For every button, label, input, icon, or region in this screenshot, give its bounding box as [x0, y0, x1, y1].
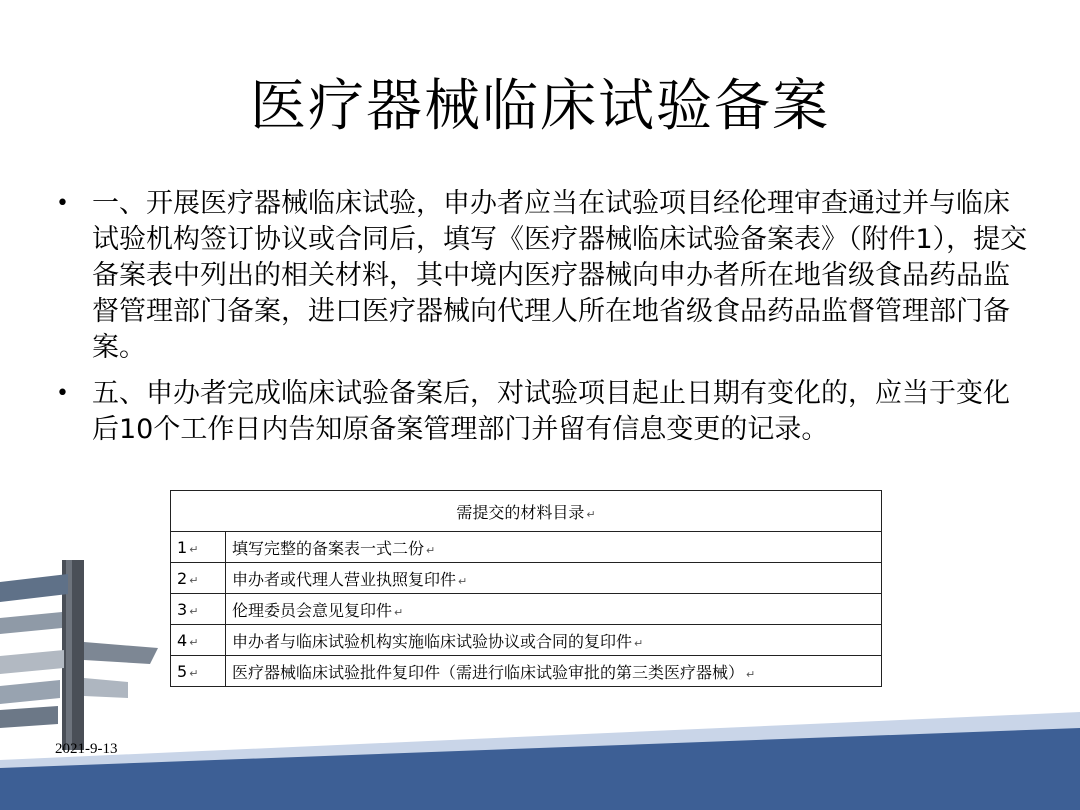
- row-number: 4 ↵: [171, 625, 226, 656]
- row-item: 伦理委员会意见复印件 ↵: [226, 594, 882, 625]
- row-number: 1 ↵: [171, 532, 226, 563]
- table-row: [171, 594, 882, 625]
- table-row: [171, 563, 882, 594]
- table-header: [171, 491, 882, 532]
- return-mark: ↵: [586, 507, 596, 521]
- row-number: 5 ↵: [171, 656, 226, 687]
- bullet-item: [48, 376, 1028, 448]
- bullet-text: 一、开展医疗器械临床试验，申办者应当在试验项目经伦理审查通过并与临床试验机构签订协议或合同后，填写《医疗器械临床试验备案表》（附件1），提交备案表中列出的相关材料，其中境内医疗器械向申办者所在地省级食品药品监督管理部门备案，进口医疗器械向代理人所在地省级食品药品监督管理部门备案。: [92, 188, 1028, 363]
- row-number: 3 ↵: [171, 594, 226, 625]
- row-item: 医疗器械临床试验批件复印件（需进行临床试验审批的第三类医疗器械） ↵: [226, 656, 882, 687]
- table-row: [171, 656, 882, 687]
- bullet-text: 五、申办者完成临床试验备案后，对试验项目起止日期有变化的，应当于变化后10个工作日内告知原备案管理部门并留有信息变更的记录。: [92, 378, 1010, 445]
- table-header-row: [171, 491, 882, 532]
- materials-table: [170, 490, 882, 687]
- row-number: 2 ↵: [171, 563, 226, 594]
- slide-title: 医疗器械临床试验备案: [250, 74, 830, 139]
- bullet-marker: •: [56, 191, 69, 216]
- table-row: [171, 532, 882, 563]
- bullet-marker: •: [56, 381, 69, 406]
- table-row: [171, 625, 882, 656]
- bullet-list: [48, 186, 1028, 458]
- materials-table-container: [170, 490, 882, 687]
- row-item: 填写完整的备案表一式二份 ↵: [226, 532, 882, 563]
- table-header-label: 需提交的材料目录: [456, 502, 585, 522]
- bullet-item: [48, 186, 1028, 366]
- signpost-image: [0, 560, 170, 750]
- row-item: 申办者与临床试验机构实施临床试验协议或合同的复印件 ↵: [226, 625, 882, 656]
- row-item: 申办者或代理人营业执照复印件 ↵: [226, 563, 882, 594]
- slide-date: 2021-9-13: [55, 741, 118, 757]
